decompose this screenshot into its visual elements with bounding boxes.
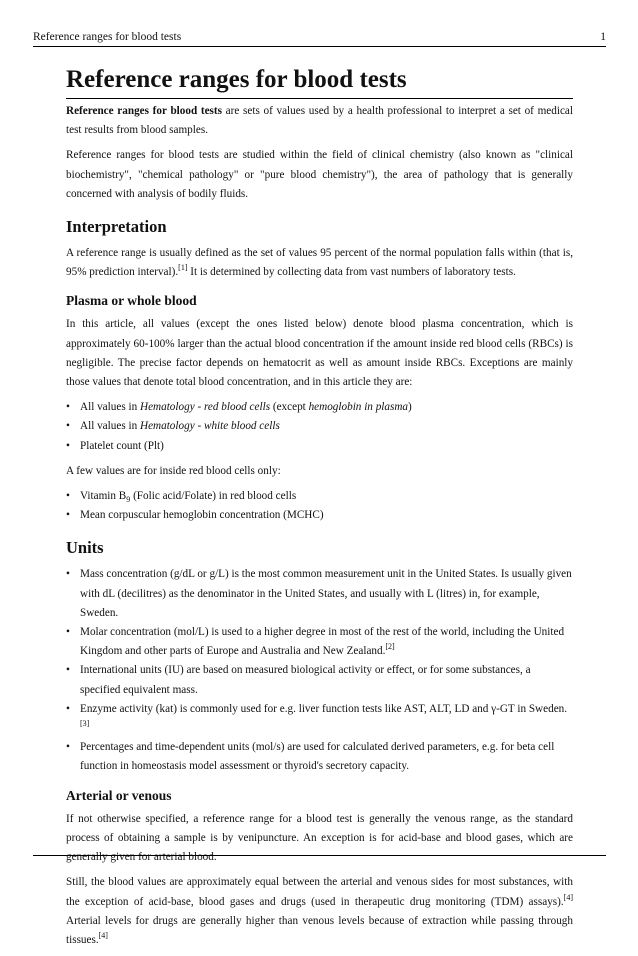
list-item-text: Vitamin B xyxy=(80,490,127,503)
list-item: • Percentages and time-dependent units (mol/s) are used for calculated derived parameters, e.g. for beta cell function in homeostasis model assessment or thyroid's secretory capacity. xyxy=(66,738,573,776)
interpretation-text-a: A reference range is usually defined as the set of values 95 percent of the normal population falls within (that is, 95% prediction interval). xyxy=(66,247,573,279)
running-header xyxy=(33,30,606,47)
plasma-heading: Plasma or whole blood xyxy=(66,293,197,309)
running-header-title: Reference ranges for blood tests xyxy=(33,31,182,43)
list-item xyxy=(66,487,573,506)
plasma-paragraph-1: In this article, all values (except the ones listed below) denote blood plasma concentration, which is approximately 60-100% larger than the actual blood concentration if the amount inside red blood cells (RBCs) is negligible. The precise factor depends on hematocrit as well as amount inside RBCs. Exceptions are mainly those values that denote total blood concentration, and in this article they are: xyxy=(66,318,573,389)
list-item xyxy=(66,700,573,738)
list-item xyxy=(66,623,573,661)
list-item: • Platelet count (Plt) xyxy=(66,437,573,456)
list-item xyxy=(66,417,573,436)
interpretation-paragraph xyxy=(66,244,573,282)
page-number: 1 xyxy=(600,31,606,43)
article-body xyxy=(66,64,573,956)
arterial-text-b: Arterial levels for drugs are generally higher than venous levels because of extraction while passing through tissues. xyxy=(66,914,573,946)
interpretation-text-b: It is determined by collecting data from vast numbers of laboratory tests. xyxy=(187,266,516,279)
units-heading: Units xyxy=(66,538,104,558)
list-item: • International units (IU) are based on measured biological activity or effect, or for some substances, a specified equivalent mass. xyxy=(66,661,573,699)
intro-text: are sets of values used by a health professional to interpret a set of medical test results from blood samples. xyxy=(66,105,573,137)
arterial-paragraph-1: If not otherwise specified, a reference range for a blood test is generally the venous range, as the standard process of obtaining a sample is by venipuncture. An exception is for acid-base and blood gases, which are generally given for arterial blood. xyxy=(66,812,573,864)
list-item-italic: Hematology - red blood cells xyxy=(139,401,271,414)
list-item-text: Enzyme activity (kat) is commonly used for e.g. liver function tests like AST, ALT, LD and γ-GT in Sweden. xyxy=(80,702,568,715)
citation-3[interactable]: [3] xyxy=(80,719,90,729)
rbc-list xyxy=(66,487,573,525)
list-item-text: ) xyxy=(408,401,412,414)
subscript: 9 xyxy=(126,495,131,505)
arterial-heading: Arterial or venous xyxy=(66,787,172,803)
list-item-text: (Folic acid/Folate) in red blood cells xyxy=(130,490,297,503)
list-item-italic: hemoglobin in plasma xyxy=(308,401,409,414)
list-item-italic: Hematology - white blood cells xyxy=(139,420,280,433)
interpretation-heading: Interpretation xyxy=(66,217,167,237)
list-item: • Mean corpuscular hemoglobin concentration (MCHC) xyxy=(66,506,573,525)
citation-1[interactable]: [1] xyxy=(178,263,188,273)
plasma-paragraph-2: A few values are for inside red blood cells only: xyxy=(66,464,281,477)
footer-rule xyxy=(33,855,606,856)
list-item-text: (except xyxy=(270,401,309,414)
list-item-text: All values in xyxy=(80,420,140,433)
list-item-text: Molar concentration (mol/L) is used to a higher degree in most of the rest of the world, including the United Kingdom and other parts of Europe and Australia and New Zealand. xyxy=(80,626,565,658)
total-blood-list xyxy=(66,398,573,456)
arterial-text-a: Still, the blood values are approximately equal between the arterial and venous sides for most substances, with the exception of acid-base, blood gases and drugs (used in therapeutic drug monitoring (TDM) assays). xyxy=(66,876,573,908)
list-item-text: All values in xyxy=(80,401,140,414)
list-item xyxy=(66,398,573,417)
units-list xyxy=(66,565,573,776)
citation-4[interactable]: [4] xyxy=(98,930,108,940)
article-title: Reference ranges for blood tests xyxy=(66,64,573,99)
citation-4[interactable]: [4] xyxy=(563,892,573,902)
arterial-paragraph-2 xyxy=(66,873,573,950)
intro-paragraph-1 xyxy=(66,102,573,140)
intro-paragraph-2: Reference ranges for blood tests are studied within the field of clinical chemistry (also known as "clinical biochemistry", "chemical pathology" or "pure blood chemistry"), the area of pathology that is generally concerned with analysis of bodily fluids. xyxy=(66,149,573,200)
intro-term: Reference ranges for blood tests xyxy=(66,105,222,117)
list-item: • Mass concentration (g/dL or g/L) is the most common measurement unit in the United States. Is usually given with dL (decilitres) as the denominator in the United States, and usually with L (litres) in, for example, Sweden. xyxy=(66,565,573,623)
citation-2[interactable]: [2] xyxy=(385,642,395,652)
